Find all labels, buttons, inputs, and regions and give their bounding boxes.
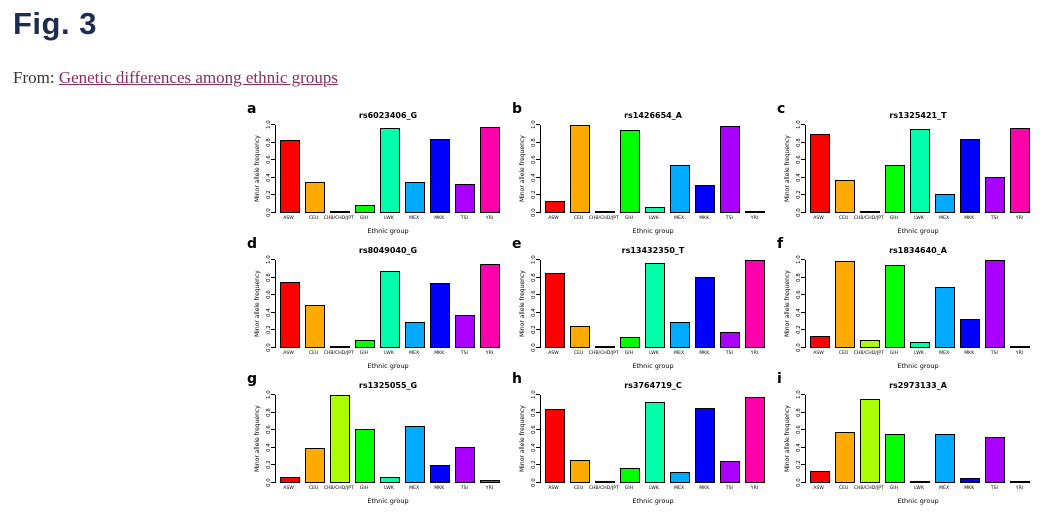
bar-chb-chd-jpt — [860, 211, 880, 213]
bar-asw — [280, 477, 300, 483]
x-tick-label: MKK — [964, 216, 975, 221]
y-tick-label: 0.2 — [531, 326, 537, 335]
x-tick-label: LWK — [649, 486, 659, 491]
x-tick-label: GIH — [359, 486, 369, 491]
x-tick-label: GIH — [889, 351, 899, 356]
bar-gih — [620, 468, 640, 483]
bar-gih — [355, 340, 375, 348]
bar-ceu — [305, 448, 325, 483]
bar-mex — [935, 434, 955, 483]
y-axis-label: Minor allele frequency — [519, 135, 526, 203]
x-tick-label: YRI — [1015, 216, 1024, 221]
bar-yri — [745, 260, 765, 348]
bar-asw — [810, 134, 830, 213]
panel-letter: e — [512, 236, 522, 252]
bar-mex — [405, 322, 425, 348]
chart-title: rs13432350_T — [621, 246, 685, 255]
plot-area — [266, 120, 501, 218]
bar-asw — [810, 471, 830, 483]
y-tick-label: 0.2 — [266, 191, 272, 200]
y-tick-label: 0.6 — [531, 425, 537, 435]
x-tick-label: GIH — [624, 351, 634, 356]
y-tick-label: 0.6 — [266, 425, 272, 435]
chart-panel-e — [510, 238, 775, 373]
y-tick-label: 0.6 — [531, 155, 537, 165]
y-tick-label: 1.0 — [531, 120, 537, 130]
y-tick-label: 0.4 — [796, 173, 802, 183]
x-tick-label: MKK — [964, 351, 975, 356]
bar-tsi — [985, 437, 1005, 483]
bar-chb-chd-jpt — [330, 211, 350, 213]
y-tick-label: 0.0 — [531, 343, 537, 353]
panel-letter: d — [247, 236, 258, 252]
y-tick-label: 0.4 — [266, 443, 272, 453]
x-tick-label: YRI — [485, 216, 494, 221]
bar-chb-chd-jpt — [595, 211, 615, 213]
y-tick-label: 1.0 — [531, 390, 537, 400]
plot-area — [531, 120, 766, 218]
bar-gih — [620, 130, 640, 213]
bar-mex — [670, 165, 690, 213]
bar-yri — [1010, 346, 1030, 348]
x-axis-label: Ethnic group — [897, 227, 939, 235]
x-axis-label: Ethnic group — [632, 227, 674, 235]
y-tick-label: 0.2 — [266, 461, 272, 470]
panel-letter: f — [777, 236, 784, 252]
y-tick-label: 0.4 — [531, 443, 537, 453]
x-tick-label: CHB/CHD/JPT — [588, 351, 619, 356]
y-tick-label: 0.8 — [531, 408, 537, 417]
chart-panel-h — [510, 373, 775, 508]
x-tick-label: MKK — [699, 486, 710, 491]
x-tick-label: CHB/CHD/JPT — [323, 351, 354, 356]
x-tick-label: TSI — [990, 216, 998, 221]
x-tick-label: MKK — [434, 486, 445, 491]
y-tick-label: 0.8 — [531, 138, 537, 147]
x-tick-label: LWK — [914, 351, 924, 356]
x-tick-label: ASW — [283, 216, 294, 221]
y-axis-label: Minor allele frequency — [784, 405, 791, 473]
plot-area — [266, 255, 501, 353]
bar-mex — [935, 194, 955, 213]
bar-lwk — [645, 263, 665, 348]
bar-asw — [545, 409, 565, 483]
bar-yri — [480, 264, 500, 348]
bar-yri — [1010, 481, 1030, 483]
y-tick-label: 1.0 — [796, 255, 802, 265]
y-tick-label: 0.8 — [796, 273, 802, 282]
y-tick-label: 0.4 — [796, 308, 802, 318]
y-tick-label: 0.2 — [796, 461, 802, 470]
x-tick-label: CHB/CHD/JPT — [588, 216, 619, 221]
y-tick-label: 0.8 — [531, 273, 537, 282]
x-tick-label: TSI — [460, 351, 468, 356]
bar-gih — [885, 165, 905, 213]
y-tick-label: 1.0 — [531, 255, 537, 265]
bar-tsi — [720, 461, 740, 483]
bar-asw — [810, 336, 830, 348]
x-tick-label: CHB/CHD/JPT — [588, 486, 619, 491]
x-tick-label: CEU — [573, 351, 584, 356]
bar-gih — [355, 429, 375, 483]
y-tick-label: 0.2 — [266, 326, 272, 335]
bar-asw — [545, 201, 565, 213]
chart-title: rs2973133_A — [889, 381, 947, 390]
y-tick-label: 0.6 — [796, 290, 802, 300]
x-tick-label: CHB/CHD/JPT — [323, 486, 354, 491]
x-tick-label: GIH — [624, 216, 634, 221]
y-tick-label: 0.8 — [796, 138, 802, 147]
x-tick-label: CHB/CHD/JPT — [853, 351, 884, 356]
x-tick-label: ASW — [548, 216, 559, 221]
y-tick-label: 0.4 — [531, 308, 537, 318]
x-axis-label: Ethnic group — [897, 497, 939, 505]
x-tick-label: TSI — [990, 351, 998, 356]
chart-title: rs1834640_A — [889, 246, 947, 255]
x-tick-label: GIH — [624, 486, 634, 491]
x-tick-label: LWK — [384, 216, 394, 221]
y-tick-label: 1.0 — [266, 120, 272, 130]
x-tick-label: CEU — [308, 216, 319, 221]
y-axis-label: Minor allele frequency — [519, 270, 526, 338]
article-link[interactable]: Genetic differences among ethnic groups — [58, 68, 338, 87]
x-tick-label: YRI — [485, 486, 494, 491]
x-tick-label: TSI — [460, 486, 468, 491]
x-tick-label: ASW — [548, 486, 559, 491]
y-tick-label: 0.0 — [796, 343, 802, 353]
x-tick-label: CEU — [573, 216, 584, 221]
y-tick-label: 1.0 — [266, 390, 272, 400]
y-tick-label: 0.6 — [266, 290, 272, 300]
bar-mex — [405, 182, 425, 213]
bar-chb-chd-jpt — [595, 346, 615, 348]
x-tick-label: MEX — [674, 486, 685, 491]
bar-tsi — [455, 315, 475, 348]
y-tick-label: 1.0 — [266, 255, 272, 265]
bar-gih — [885, 434, 905, 483]
x-tick-label: MEX — [409, 216, 420, 221]
x-tick-label: TSI — [725, 216, 733, 221]
bar-mkk — [695, 408, 715, 483]
y-tick-label: 1.0 — [796, 390, 802, 400]
y-tick-label: 0.0 — [266, 208, 272, 218]
panel-letter: g — [247, 371, 258, 387]
chart-panel-b — [510, 103, 775, 238]
x-axis-label: Ethnic group — [632, 497, 674, 505]
y-tick-label: 0.0 — [531, 478, 537, 488]
bar-mkk — [430, 465, 450, 483]
from-line — [13, 68, 338, 88]
x-tick-label: CEU — [308, 351, 319, 356]
chart-title: rs3764719_C — [624, 381, 682, 390]
bar-gih — [620, 337, 640, 348]
y-tick-label: 1.0 — [796, 120, 802, 130]
bar-asw — [545, 273, 565, 348]
x-tick-label: YRI — [485, 351, 494, 356]
x-tick-label: MKK — [699, 216, 710, 221]
x-tick-label: LWK — [914, 216, 924, 221]
bar-mex — [935, 287, 955, 348]
x-tick-label: GIH — [889, 486, 899, 491]
y-tick-label: 0.2 — [796, 191, 802, 200]
y-tick-label: 0.8 — [266, 138, 272, 147]
x-tick-label: YRI — [750, 351, 759, 356]
bar-asw — [280, 140, 300, 213]
x-tick-label: MKK — [964, 486, 975, 491]
x-tick-label: LWK — [384, 351, 394, 356]
y-axis-label: Minor allele frequency — [254, 135, 261, 203]
x-axis-label: Ethnic group — [632, 362, 674, 370]
bar-yri — [480, 480, 500, 483]
bar-ceu — [570, 125, 590, 213]
bar-gih — [355, 205, 375, 213]
x-tick-label: CEU — [308, 486, 319, 491]
bar-lwk — [910, 342, 930, 348]
bar-tsi — [720, 126, 740, 213]
y-tick-label: 0.0 — [796, 478, 802, 488]
bar-tsi — [985, 260, 1005, 348]
bar-mkk — [960, 478, 980, 483]
figure-title: Fig. 3 — [13, 6, 97, 41]
y-axis-label: Minor allele frequency — [254, 270, 261, 338]
x-tick-label: MEX — [939, 216, 950, 221]
y-tick-label: 0.4 — [266, 173, 272, 183]
x-tick-label: YRI — [750, 216, 759, 221]
x-tick-label: MKK — [434, 216, 445, 221]
x-tick-label: ASW — [548, 351, 559, 356]
bar-yri — [745, 211, 765, 213]
chart-panel-g — [245, 373, 510, 508]
x-tick-label: CHB/CHD/JPT — [853, 216, 884, 221]
chart-title: rs1325421_T — [889, 111, 947, 120]
bar-lwk — [645, 207, 665, 213]
bar-ceu — [305, 305, 325, 348]
bar-lwk — [910, 481, 930, 483]
plot-area — [531, 390, 766, 488]
bar-tsi — [720, 332, 740, 348]
x-tick-label: GIH — [359, 216, 369, 221]
bar-ceu — [305, 182, 325, 213]
x-axis-label: Ethnic group — [367, 227, 409, 235]
chart-panel-c — [775, 103, 1040, 238]
bar-lwk — [380, 271, 400, 348]
chart-panel-d — [245, 238, 510, 373]
x-tick-label: ASW — [283, 351, 294, 356]
bar-chb-chd-jpt — [595, 481, 615, 483]
bar-mex — [670, 322, 690, 348]
x-tick-label: CEU — [838, 216, 849, 221]
bar-asw — [280, 282, 300, 348]
bar-mkk — [960, 319, 980, 348]
chart-title: rs6023406_G — [358, 111, 418, 120]
x-tick-label: TSI — [460, 216, 468, 221]
chart-panel-f — [775, 238, 1040, 373]
chart-panel-a — [245, 103, 510, 238]
bar-chb-chd-jpt — [330, 346, 350, 348]
y-tick-label: 0.4 — [531, 173, 537, 183]
bar-gih — [885, 265, 905, 348]
bar-ceu — [570, 460, 590, 483]
y-tick-label: 0.6 — [266, 155, 272, 165]
chart-title: rs1426654_A — [624, 111, 682, 120]
x-tick-label: LWK — [649, 216, 659, 221]
bar-tsi — [455, 184, 475, 213]
x-tick-label: MEX — [674, 351, 685, 356]
y-tick-label: 0.2 — [531, 461, 537, 470]
chart-title: rs1325055_G — [358, 381, 418, 390]
x-tick-label: CEU — [838, 351, 849, 356]
y-tick-label: 0.0 — [266, 478, 272, 488]
x-tick-label: MEX — [409, 486, 420, 491]
y-tick-label: 0.0 — [266, 343, 272, 353]
y-axis-label: Minor allele frequency — [519, 405, 526, 473]
x-tick-label: MKK — [699, 351, 710, 356]
x-tick-label: ASW — [813, 351, 824, 356]
y-tick-label: 0.8 — [266, 408, 272, 417]
figure-grid — [245, 103, 1041, 509]
bar-ceu — [835, 261, 855, 348]
plot-area — [266, 390, 501, 488]
y-tick-label: 0.4 — [266, 308, 272, 318]
x-axis-label: Ethnic group — [367, 362, 409, 370]
y-axis-label: Minor allele frequency — [784, 135, 791, 203]
y-tick-label: 0.2 — [796, 326, 802, 335]
x-tick-label: GIH — [889, 216, 899, 221]
plot-area — [796, 120, 1031, 218]
bar-lwk — [645, 402, 665, 483]
y-tick-label: 0.0 — [531, 208, 537, 218]
x-tick-label: MEX — [409, 351, 420, 356]
bar-yri — [745, 397, 765, 483]
x-tick-label: YRI — [750, 486, 759, 491]
bar-mkk — [960, 139, 980, 213]
x-tick-label: MEX — [939, 351, 950, 356]
y-tick-label: 0.4 — [796, 443, 802, 453]
bar-mkk — [430, 139, 450, 213]
bar-chb-chd-jpt — [860, 399, 880, 483]
x-tick-label: LWK — [914, 486, 924, 491]
y-tick-label: 0.2 — [531, 191, 537, 200]
bar-ceu — [835, 180, 855, 213]
chart-title: rs8049040_G — [358, 246, 418, 255]
bar-mkk — [695, 185, 715, 213]
x-tick-label: CHB/CHD/JPT — [323, 216, 354, 221]
panel-letter: a — [247, 101, 257, 117]
y-tick-label: 0.6 — [531, 290, 537, 300]
bar-tsi — [455, 447, 475, 483]
x-tick-label: CEU — [838, 486, 849, 491]
chart-panel-i — [775, 373, 1040, 508]
panel-letter: h — [512, 371, 522, 387]
x-tick-label: ASW — [283, 486, 294, 491]
bar-mkk — [695, 277, 715, 348]
x-tick-label: LWK — [384, 486, 394, 491]
y-axis-label: Minor allele frequency — [254, 405, 261, 473]
bar-lwk — [380, 477, 400, 483]
y-axis-label: Minor allele frequency — [784, 270, 791, 338]
bar-chb-chd-jpt — [330, 395, 350, 483]
y-tick-label: 0.6 — [796, 425, 802, 435]
x-tick-label: LWK — [649, 351, 659, 356]
x-tick-label: ASW — [813, 216, 824, 221]
panel-letter: c — [777, 101, 786, 117]
y-tick-label: 0.8 — [796, 408, 802, 417]
x-axis-label: Ethnic group — [897, 362, 939, 370]
bar-mex — [670, 472, 690, 483]
x-tick-label: YRI — [1015, 351, 1024, 356]
bar-mkk — [430, 283, 450, 348]
y-tick-label: 0.8 — [266, 273, 272, 282]
bar-yri — [1010, 128, 1030, 213]
x-tick-label: TSI — [990, 486, 998, 491]
panel-letter: b — [512, 101, 523, 117]
x-axis-label: Ethnic group — [367, 497, 409, 505]
plot-area — [531, 255, 766, 353]
panel-letter: i — [777, 371, 782, 387]
y-tick-label: 0.0 — [796, 208, 802, 218]
bar-chb-chd-jpt — [860, 340, 880, 348]
bar-lwk — [380, 128, 400, 213]
bar-ceu — [835, 432, 855, 483]
x-tick-label: MEX — [674, 216, 685, 221]
plot-area — [796, 390, 1031, 488]
bar-yri — [480, 127, 500, 213]
bar-ceu — [570, 326, 590, 348]
x-tick-label: TSI — [725, 351, 733, 356]
x-tick-label: MEX — [939, 486, 950, 491]
plot-area — [796, 255, 1031, 353]
bar-tsi — [985, 177, 1005, 213]
x-tick-label: TSI — [725, 486, 733, 491]
x-tick-label: CEU — [573, 486, 584, 491]
from-prefix: From: — [13, 68, 59, 87]
y-tick-label: 0.6 — [796, 155, 802, 165]
bar-mex — [405, 426, 425, 483]
page-header — [13, 6, 97, 42]
x-tick-label: MKK — [434, 351, 445, 356]
x-tick-label: GIH — [359, 351, 369, 356]
bar-lwk — [910, 129, 930, 213]
x-tick-label: CHB/CHD/JPT — [853, 486, 884, 491]
x-tick-label: ASW — [813, 486, 824, 491]
x-tick-label: YRI — [1015, 486, 1024, 491]
